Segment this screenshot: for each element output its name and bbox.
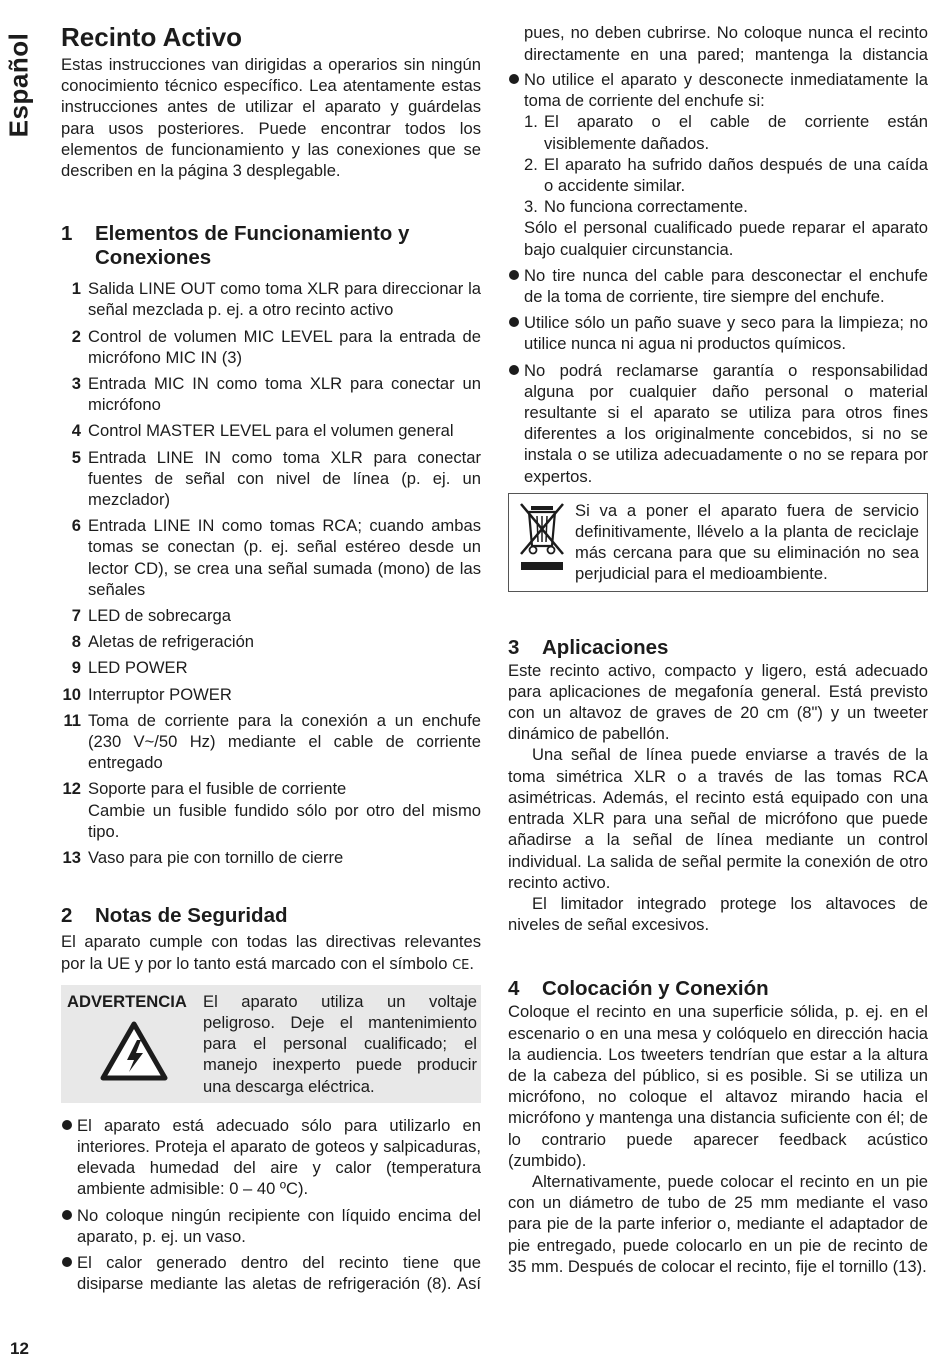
section-4-title: Colocación y Conexión	[542, 977, 769, 1001]
disposal-text: Si va a poner el aparato fuera de servicio definitivamente, llévelo a la planta de reciclaje más cercana para que su eliminación no sea perjudicial para el medioambiente.	[575, 500, 919, 584]
list-item	[61, 447, 481, 511]
section-3-heading	[508, 636, 928, 660]
list-item	[61, 326, 481, 368]
item-text: Aletas de refrigeración	[88, 632, 255, 652]
item-number: 12	[62, 779, 81, 799]
condition-item	[524, 196, 928, 217]
list-item	[61, 631, 481, 652]
condition-text: No funciona correctamente.	[544, 197, 748, 217]
condition-text: El aparato ha sufrido daños después de una caída o accidente similar.	[544, 154, 928, 196]
item-text: Entrada LINE IN como tomas RCA; cuando ambas tomas se conectan (p. ej. señal estéreo desde un lector CD), se crea una señal sumada (mono) de las señales	[88, 516, 481, 599]
safety-bullet-continued: pues, no deben cubrirse. No coloque nunca el recinto directamente en una pared; mantenga la distancia	[508, 22, 928, 64]
list-item	[61, 657, 481, 678]
item-number: 13	[62, 848, 81, 868]
section-3-paragraph: El limitador integrado protege los altavoces de niveles de señal excesivos.	[508, 893, 928, 935]
section-1-title: Elementos de Funcionamiento y Conexiones	[95, 222, 410, 270]
warning-text: El aparato utiliza un voltaje peligroso. Deje el mantenimiento para el personal cualificado; el manejo inexperto puede producir una descarga eléctrica.	[203, 991, 477, 1096]
section-2-heading	[61, 904, 481, 928]
list-item	[61, 778, 481, 842]
section-1-number: 1	[61, 222, 73, 246]
conditions-list	[508, 111, 928, 259]
item-number: 6	[71, 516, 81, 536]
condition-text: El aparato o el cable de corriente están visiblemente dañados.	[544, 112, 928, 153]
list-item	[61, 847, 481, 868]
section-2-title: Notas de Seguridad	[95, 904, 288, 928]
section-3-paragraph: Este recinto activo, compacto y ligero, está adecuado para aplicaciones de megafonía general. Está previsto con un altavoz de graves de 20 cm (8") y un tweeter dinámico de pabellón.	[508, 660, 928, 744]
item-text: Toma de corriente para la conexión a un enchufe (230 V~/50 Hz) mediante el cable de corriente entregado	[88, 710, 481, 773]
item-number: 7	[71, 606, 81, 626]
condition-item	[524, 154, 928, 196]
safety-bullet: No podrá reclamarse garantía o responsabilidad alguna por cualquier daño personal o material resultante si el aparato se utiliza para otros fines diferentes a los originalmente concebidos, si no se instala o se utiliza adecuadamente o no se repara por expertos.	[508, 360, 928, 487]
list-item	[61, 373, 481, 415]
intro-paragraph: Estas instrucciones van dirigidas a operarios sin ningún conocimiento técnico específico. Lea atentamente estas instrucciones antes de utilizar el aparato y guárdelas para usos posteriores. Puede encontrar todos los elementos de funcionamiento y las conexiones que se describen en la página 3 desplegable.	[61, 55, 481, 181]
section-3-paragraph: Una señal de línea puede enviarse a través de la toma simétrica XLR o a través de las tomas RCA asimétricas. Además, el recinto está equipado con una entrada XLR para una señal de micrófono que puede añadirse a la señal de línea mediante un control individual. La salida de señal permite la conexión de otro recinto activo.	[508, 745, 928, 892]
item-text: Entrada MIC IN como toma XLR para conectar un micrófono	[88, 374, 481, 415]
language-tab	[4, 30, 34, 140]
list-item	[61, 605, 481, 626]
ce-sentence: El aparato cumple con todas las directivas relevantes por la UE y por lo tanto está marcado con el símbolo	[61, 932, 481, 973]
disposal-notice	[508, 493, 928, 592]
item-text: Control MASTER LEVEL para el volumen general	[88, 421, 454, 441]
item-text: Salida LINE OUT como toma XLR para direccionar la señal mezclada p. ej. a otro recinto activo	[88, 279, 481, 320]
warning-box	[61, 985, 481, 1103]
item-text: Interruptor POWER	[88, 684, 232, 704]
section-2-intro: El aparato cumple con todas las directivas relevantes por la UE y por lo tanto está marcado con el símbolo CE.	[61, 932, 481, 973]
item-text: LED de sobrecarga	[88, 606, 231, 626]
list-item	[61, 710, 481, 774]
item-number: 10	[62, 684, 81, 704]
condition-number: 3.	[524, 197, 538, 217]
high-voltage-warning-icon	[99, 1020, 203, 1087]
list-item	[61, 420, 481, 441]
page-number: 12	[10, 1339, 29, 1358]
safety-bullet: No tire nunca del cable para desconectar el enchufe de la toma de corriente, tire siempre del enchufe.	[508, 265, 928, 307]
list-item	[61, 278, 481, 320]
condition-number: 2.	[524, 154, 538, 174]
item-number: 5	[71, 447, 81, 467]
item-text: Vaso para pie con tornillo de cierre	[88, 848, 344, 868]
item-text: Entrada LINE IN como toma XLR para conectar fuentes de señal con nivel de línea (p. ej. un mezclador)	[88, 447, 481, 510]
item-text: LED POWER	[88, 658, 188, 678]
right-column	[508, 22, 928, 1277]
safety-bullet: El calor generado dentro del recinto tiene que disiparse mediante las aletas de refrigeración (8). Así	[61, 1252, 481, 1294]
item-number: 8	[71, 632, 81, 652]
safety-bullet: Utilice sólo un paño suave y seco para la limpieza; no utilice nunca ni agua ni productos químicos.	[508, 312, 928, 354]
ce-mark: CE	[452, 957, 470, 973]
section-2-number: 2	[61, 904, 73, 928]
safety-bullet: No coloque ningún recipiente con líquido encima del aparato, p. ej. un vaso.	[61, 1205, 481, 1247]
weee-bin-icon	[517, 500, 575, 585]
item-text: Control de volumen MIC LEVEL para la entrada de micrófono MIC IN (3)	[88, 326, 481, 367]
section-3-title: Aplicaciones	[542, 635, 669, 659]
list-item	[61, 684, 481, 705]
language-label: Español	[3, 32, 34, 138]
condition-item	[524, 111, 928, 153]
page-title: Recinto Activo	[61, 22, 243, 52]
section-1-heading	[61, 222, 481, 270]
section-4-paragraph: Alternativamente, puede colocar el recinto en un pie con un diámetro de tubo de 25 mm mediante el vaso para pie de la parte inferior o, mediante el adaptador de pie entregado, puede colocarlo en un pie de recinto de 35 mm. Después de colocar el recinto, fije el tornillo (13).	[508, 1171, 928, 1276]
qualified-note: Sólo el personal cualificado puede reparar el aparato bajo cualquier circunstancia.	[524, 218, 928, 259]
section-4-paragraph: Coloque el recinto en una superficie sólida, p. ej. en el escenario o en una mesa y colóquelo en dirección hacia la audiencia. Los tweeters tendrían que estar a la altura de la cabeza del público, si es posible. Si se utiliza un micrófono, no coloque el altavoz mirando hacia el micrófono y mantenga una distancia suficiente con él; de lo contrario puede aparecer feedback acústico (zumbido).	[508, 1002, 928, 1170]
section-4-heading	[508, 977, 928, 1001]
item-number: 4	[71, 421, 81, 441]
item-number: 2	[71, 326, 81, 346]
section-4-number: 4	[508, 977, 520, 1001]
warning-label: ADVERTENCIA	[67, 991, 187, 1011]
section-3-number: 3	[508, 635, 520, 659]
safety-bullet: El aparato está adecuado sólo para utilizarlo en interiores. Proteja el aparato de goteos y salpicaduras, elevada humedad del aire y calor (temperatura ambiente admisible: 0 – 40 ºC).	[61, 1115, 481, 1200]
item-number: 3	[71, 374, 81, 394]
bullet-continuation-clip	[508, 22, 928, 64]
item-number: 9	[71, 658, 81, 678]
controls-list	[61, 278, 481, 868]
list-item	[61, 515, 481, 600]
item-number: 11	[63, 710, 81, 730]
item-number: 1	[71, 279, 81, 299]
safety-bullet: No utilice el aparato y desconecte inmediatamente la toma de corriente del enchufe si:	[508, 69, 928, 111]
item-note: Cambie un fusible fundido sólo por otro del mismo tipo.	[88, 800, 481, 841]
condition-number: 1.	[524, 112, 538, 132]
left-column	[61, 22, 481, 1299]
item-text: Soporte para el fusible de corriente	[88, 779, 347, 799]
